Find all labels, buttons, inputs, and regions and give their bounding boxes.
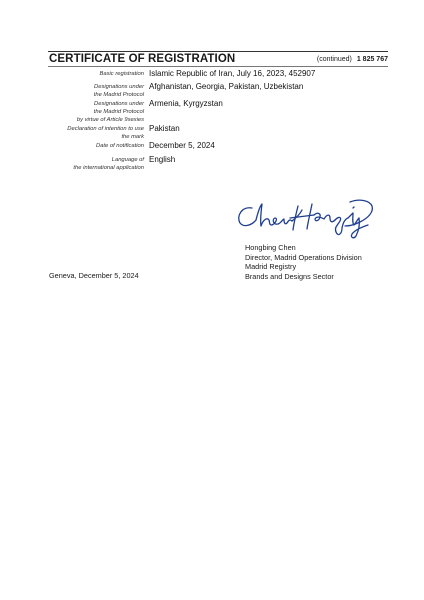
header-bottom-rule — [48, 66, 388, 67]
field-label: Basic registration — [99, 71, 144, 77]
header-top-rule — [48, 51, 388, 52]
field-designations-madrid — [48, 82, 388, 99]
field-value: English — [149, 155, 176, 164]
field-designations-9sexies — [48, 99, 388, 124]
field-label: Language of the international application — [73, 157, 144, 171]
field-date-of-notification — [48, 141, 388, 155]
field-value: Armenia, Kyrgyzstan — [149, 99, 223, 108]
signatory-name: Hongbing Chen — [245, 243, 296, 252]
continued-label: (continued) — [316, 56, 352, 63]
field-label: Date of notification — [95, 143, 144, 149]
field-label: Designations under the Madrid Protocol — [93, 84, 144, 98]
field-value: December 5, 2024 — [149, 141, 215, 150]
signatory-block — [245, 243, 362, 281]
field-value: Afghanistan, Georgia, Pakistan, Uzbekistan — [149, 82, 304, 91]
field-value: Islamic Republic of Iran, July 16, 2023, 452907 — [149, 69, 316, 78]
signatory-sector: Brands and Designs Sector — [245, 271, 334, 281]
registration-number-block — [317, 56, 388, 63]
field-intention-to-use — [48, 124, 388, 141]
field-language — [48, 155, 388, 173]
place-and-date: Geneva, December 5, 2024 — [49, 271, 139, 280]
field-basic-registration — [48, 69, 388, 82]
registration-details — [48, 69, 388, 173]
handwritten-signature — [232, 190, 382, 242]
signature-strokes — [239, 200, 373, 238]
field-value: Pakistan — [149, 124, 180, 133]
registration-number: 1 825 767 — [356, 56, 388, 63]
field-label: Designations under the Madrid Protocol by virtue of Article 9sexies — [76, 101, 144, 123]
signatory-title: Director, Madrid Operations Division — [245, 252, 362, 262]
field-label: Declaration of intention to use the mark — [67, 126, 144, 140]
certificate-title: CERTIFICATE OF REGISTRATION — [49, 53, 236, 65]
signatory-unit: Madrid Registry — [245, 262, 297, 271]
